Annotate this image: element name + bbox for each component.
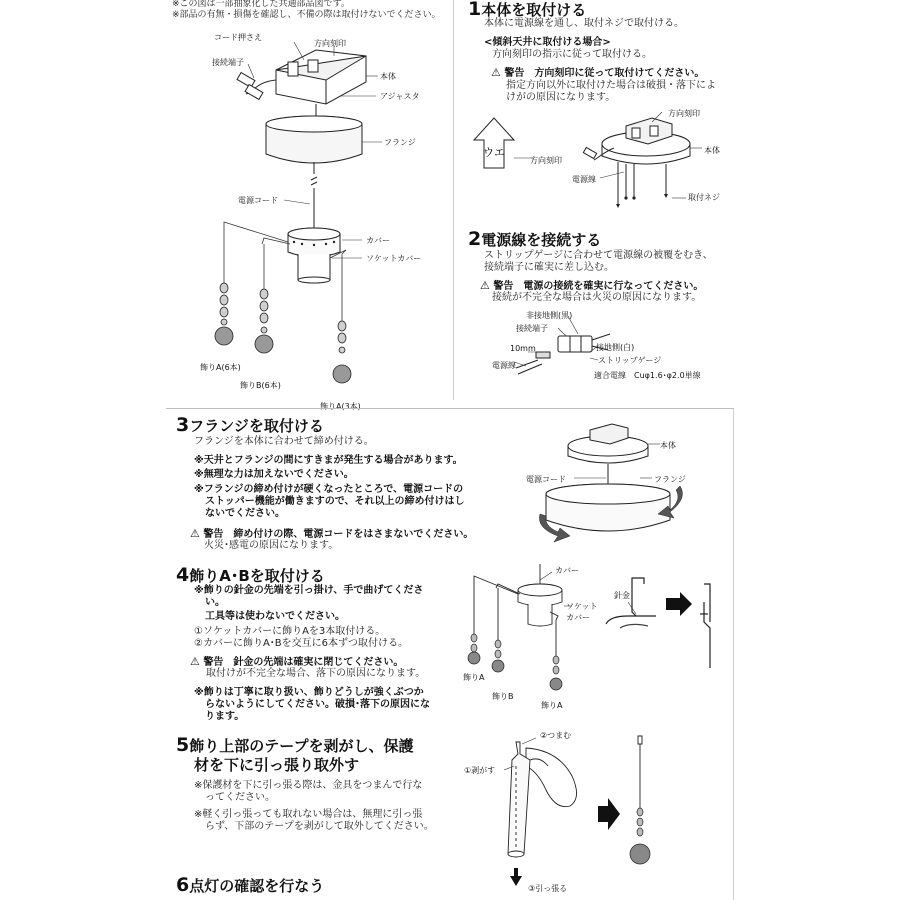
step4-label-cover: カバー xyxy=(555,566,579,575)
step6-number: 6 xyxy=(176,874,190,896)
step1-arrow-text: ウエ xyxy=(483,146,505,159)
step4-label-ornament-a-left: 飾りA xyxy=(463,673,485,682)
step4-heading xyxy=(176,566,325,585)
label-cover: カバー xyxy=(366,236,390,245)
step5-diagram xyxy=(460,726,730,894)
step4-number: 4 xyxy=(176,564,190,586)
step2-heading xyxy=(468,230,601,249)
step6-heading xyxy=(176,876,324,895)
step4-note2-l1: ※飾りは丁寧に取り扱い、飾りどうしが強くぶつか xyxy=(194,687,424,698)
step4-warning-title: 警告 針金の先端は確実に閉じてください。 xyxy=(203,657,404,668)
step2-warning-desc: 接続が不完全な場合は火災の原因になります。 xyxy=(492,292,702,303)
step3-label-body: 本体 xyxy=(660,441,676,450)
step4-label-ornament-b: 飾りB xyxy=(492,692,514,701)
step4-warning-desc: 取付けが不完全な場合、落下の原因になります。 xyxy=(206,668,426,679)
step3-heading xyxy=(176,416,324,435)
step3-note2: ※無理な力は加えないでください。 xyxy=(194,469,354,480)
step1-warning xyxy=(491,67,704,80)
label-flange: フランジ xyxy=(384,138,416,147)
warning-icon: ⚠ xyxy=(190,527,200,540)
step3-diagram xyxy=(530,416,730,556)
step3-warning-desc: 火災･感電の原因になります。 xyxy=(204,540,339,551)
step3-label-flange: フランジ xyxy=(654,475,686,484)
step5-title-l2: 材を下に引っ張り取外す xyxy=(194,756,360,774)
step3-label-power-cord: 電源コード xyxy=(526,475,566,484)
step1-label-screw: 取付ネジ xyxy=(688,193,720,202)
label-body: 本体 xyxy=(380,72,396,81)
step5-note1-l2: ってください。 xyxy=(205,792,275,803)
warning-icon: ⚠ xyxy=(480,279,490,292)
label-cord-holder: コード押さえ xyxy=(214,33,262,42)
step5-note2-l1: ※軽く引っ張っても取れない場合は、無理に引っ張 xyxy=(194,809,423,820)
label-direction-mark: 方向刻印 xyxy=(314,39,346,48)
step4-note1-l1: ※飾りの針金の先端を引っ掛け、手で曲げてくださ xyxy=(194,585,424,596)
step4-note1-l2: い。 xyxy=(205,597,225,608)
step4-label-wire: 針金 xyxy=(614,591,630,600)
step4-diagram xyxy=(460,562,732,712)
step3-note3-l3: ないでください。 xyxy=(205,508,285,519)
step4-note1-l3: 工具等は使わないでください。 xyxy=(205,611,345,622)
step1-warning-line2: けがの原因になります。 xyxy=(506,92,616,103)
step4-label-ornament-a: 飾りA xyxy=(541,701,563,710)
step5-title-l1: 飾り上部のテープを剥がし、保護 xyxy=(189,737,414,755)
step2-warning-title: 警告 電源の接続を確実に行なってください。 xyxy=(493,281,704,292)
step1-heading xyxy=(468,0,586,19)
step2-desc2: 接続端子に確実に差し込む。 xyxy=(484,262,614,273)
step5-label-peel: ①剥がす xyxy=(464,766,496,775)
step5-heading-l1 xyxy=(176,736,414,755)
step2-label-non-ground: 非接地側(黒) xyxy=(526,311,573,320)
step6-title: 点灯の確認を行なう xyxy=(189,877,325,895)
step4-note2-l2: らないようにしてください。破損･落下の原因にな xyxy=(205,699,430,710)
step4-note2-l3: ります。 xyxy=(205,711,245,722)
step3-title: フランジを取付ける xyxy=(189,417,324,435)
step2-label-connector: 接続端子 xyxy=(516,324,548,333)
right-arrow-icon xyxy=(598,798,620,830)
step1-desc: 本体に電源線を通し、取付ネジで取付ける。 xyxy=(484,18,684,29)
step1-label-body: 本体 xyxy=(704,146,720,155)
step1-warning-line1: 指定方向以外に取付けた場合は破損・落下によ xyxy=(506,80,716,91)
step5-note1-l1: ※保護材を下に引っ張る際は、金具をつまんで行な xyxy=(194,780,423,791)
step2-label-power-wire: 電源線 xyxy=(492,361,516,370)
top-note-1: ※この図は一部抽象化した共通部品図です。 xyxy=(172,0,350,9)
warning-icon: ⚠ xyxy=(190,655,200,668)
step1-slope-heading: <傾斜天井に取付ける場合> xyxy=(484,37,611,48)
step5-label-pull: ③引っ張る xyxy=(528,884,568,893)
step4-label-socket-cover-l2: カバー xyxy=(566,613,590,622)
warning-icon: ⚠ xyxy=(491,66,501,79)
label-ornament-a6: 飾りA(6本) xyxy=(200,363,241,372)
step3-note3-l1: ※フランジの締め付けが硬くなったところで、電源コードの xyxy=(194,484,464,495)
step5-label-pinch: ②つまむ xyxy=(540,731,572,740)
step1-number: 1 xyxy=(468,0,482,20)
down-arrow-icon xyxy=(510,868,522,886)
step1-label-direction-mark-left: 方向刻印 xyxy=(530,156,562,165)
step2-label-strip-gauge: ストリップゲージ xyxy=(598,356,662,365)
step2-label-ground: 接地側(白) xyxy=(596,343,635,352)
parts-diagram xyxy=(166,22,454,412)
step1-warning-title: 警告 方向刻印に従って取付けてください。 xyxy=(504,68,705,79)
step2-number: 2 xyxy=(468,228,482,250)
step3-desc: フランジを本体に合わせて締め付ける。 xyxy=(194,436,374,447)
label-connector: 接続端子 xyxy=(212,58,244,67)
step1-label-power-wire: 電源線 xyxy=(572,175,596,184)
label-power-cord: 電源コード xyxy=(238,196,278,205)
step2-label-10mm: 10mm xyxy=(510,344,536,353)
step3-number: 3 xyxy=(176,414,190,436)
label-socket-cover: ソケットカバー xyxy=(366,254,422,263)
step3-note3-l2: ストッパー機能が働きますので、それ以上の締め付けはし xyxy=(205,496,465,507)
top-note-2: ※部品の有無・損傷を確認し、不備の際は取付けないでください。 xyxy=(172,10,441,20)
step1-label-direction-mark: 方向刻印 xyxy=(668,109,700,118)
step4-item2: ②カバーに飾りA･Bを交互に6本ずつ取付ける。 xyxy=(194,638,409,649)
step2-title: 電源線を接続する xyxy=(481,231,602,249)
step4-label-socket-cover-l1: ソケット xyxy=(566,602,598,611)
step2-desc1: ストリップゲージに合わせて電源線の被覆をむき、 xyxy=(484,250,713,261)
step3-warning-title: 警告 締め付けの際、電源コードをはさまないでください。 xyxy=(203,529,474,540)
step4-item1: ①ソケットカバーに飾りAを3本取付ける。 xyxy=(194,626,386,637)
label-adjuster: アジャスタ xyxy=(380,92,420,101)
step5-number: 5 xyxy=(176,734,190,756)
step2-label-suitable-wire: 適合電線 Cuφ1.6･φ2.0単線 xyxy=(594,371,701,380)
right-arrow-icon xyxy=(666,592,692,616)
label-ornament-a3: 飾りA(3本) xyxy=(320,402,361,411)
step1-slope-desc: 方向刻印の指示に従って取付ける。 xyxy=(492,49,652,60)
step4-title: 飾りA･Bを取付ける xyxy=(189,567,325,585)
step1-title: 本体を取付ける xyxy=(481,1,587,19)
label-ornament-b6: 飾りB(6本) xyxy=(240,381,281,390)
step3-note1: ※天井とフランジの間にすきまが発生する場合があります。 xyxy=(194,455,463,466)
step5-note2-l2: らず、下部のテープを剥がして取外してください。 xyxy=(205,821,434,832)
